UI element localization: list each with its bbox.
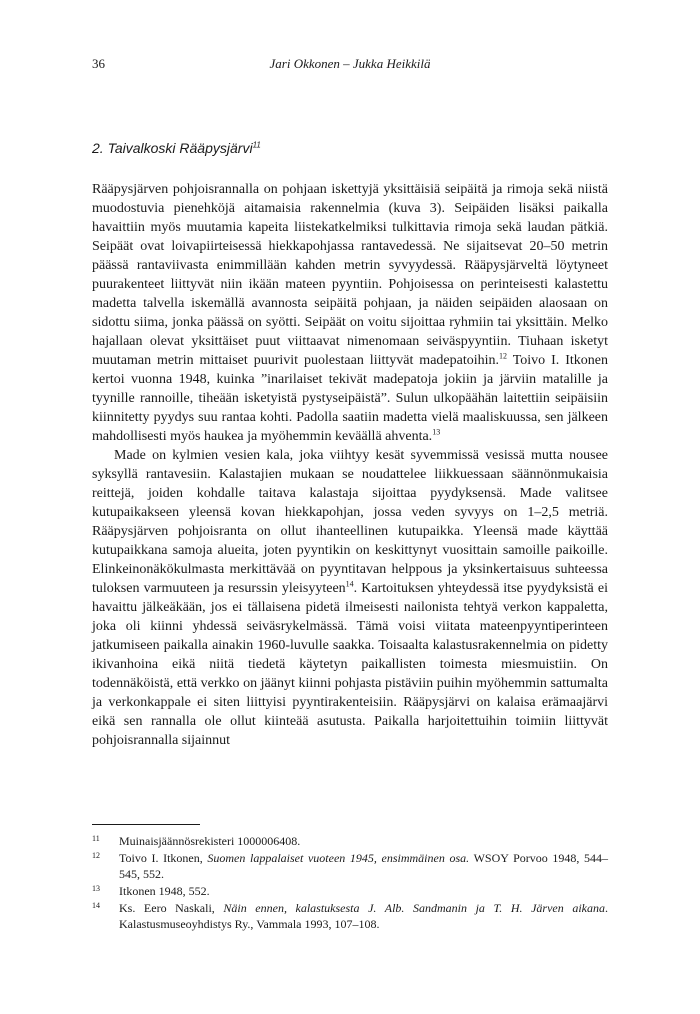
paragraph-2-text-b: . Kartoituksen yhteydessä itse pyydyksistä ei havaittu jälkeäkään, jos ei tällaisena pidetä ilmeisesti nailonista tehtyä verkon kappaletta, joka oli kiinni yhdessä seiväsrykelmässä. Tämä voisi viitata mateenpyyntiperinteen jatkumiseen paikalla ainakin 1960-luvulle saakka. Toisaalta kalastusrakennelmia on pidetty ikivanhoina eikä niitä tiedetä käytetyn paikallisten toimesta miesmuistiin. On todennäköistä, että verkko on jäänyt kiinni pohjasta pistäviin puihin myöhemmin sattumalta ja verkonkappale ei siten liittyisi pyyntirakenteisiin. Rääpysjärvi on kalaisa erämaajärvi eikä sen rannalla ole ollut kiinteää asutusta. Paikalla harjoitettuihin toimiin liittyvät pohjoisrannalla sijainnut [92, 581, 608, 748]
footnote-separator [92, 824, 200, 825]
footnote-text-pre: Ks. Eero Naskali, [119, 901, 224, 915]
body-text [92, 180, 608, 750]
footnote-number: 14 [92, 901, 100, 910]
footnote-text-post: . Kalastusmuseoyhdistys Ry., Vammala 1993, 107–108. [119, 901, 608, 931]
footnote [92, 850, 608, 882]
paragraph-1-text-b: Toivo I. Itkonen kertoi vuonna 1948, kuinka ”inarilaiset tekivät madepatoja jokiin ja järviin matalille ja tyynille rannoille, tiheään isketyistä pystyseipäistä”. Sulun ulkopäähän laitettiin seipäisiin kiinnitetty pyydys suu rantaa kohti. Padolla saatiin madetta vielä maaliskuussa, sen jälkeen mahdollisesti myös haukea ja myöhemmin keväällä ahventa. [92, 353, 609, 444]
footnote-ref-11: 11 [252, 140, 261, 150]
footnote-title: Suomen lappalaiset vuoteen 1945, ensimmäinen osa. [207, 851, 470, 865]
page-header [92, 56, 608, 74]
section-heading [92, 140, 608, 156]
paragraph-1-text-a: Rääpysjärven pohjoisrannalla on pohjaan iskettyjä yksittäisiä seipäitä ja rimoja sekä niistä muodostuvia pienehköjä aitamaisia rakennelmia (kuva 3). Seipäiden lisäksi paikalla havaittiin myös muutamia kapeita liistekatkelmiksi tulkittavia rimoja sekä laudan pätkiä. Seipäät ovat loivapiirteisessä hiekkapohjassa rantavedessä. Ne sijaitsevat 20–50 metrin päässä rantaviivasta enimmillään kahden metrin syvyydessä. Rääpysjärveltä löytyneet puurakenteet liittyvät niin ikään mateen pyyntiin. Pohjoisessa on perinteisesti kalastettu madetta talvella iskemällä avannosta seipäitä pohjaan, ja näiden seipäiden alaosaan on sidottu siima, jonka päässä on syötti. Seipäät on voitu sijoittaa ryhmiin tai yksittäin. Melko hajallaan olevat yksittäiset puut viittaavat nimenomaan seiväspyyntiin. Tiuhaan isketyt muutaman metrin mittaiset puurivit puolestaan liittyvät madepatoihin. [92, 182, 608, 368]
running-title: Jari Okkonen – Jukka Heikkilä [269, 56, 431, 71]
footnote [92, 833, 608, 849]
paragraph-1 [92, 180, 608, 446]
footnote-ref-14: 14 [345, 579, 354, 589]
footnote-ref-13: 13 [432, 427, 441, 437]
footnote-text-post: WSOY Porvoo 1948, 544–545, 552. [119, 851, 609, 881]
footnote-number: 11 [92, 834, 100, 843]
footnote-ref-12: 12 [499, 351, 508, 361]
footnote-number: 12 [92, 851, 100, 860]
paragraph-2 [92, 446, 608, 750]
page-number: 36 [92, 56, 105, 71]
footnote [92, 883, 608, 899]
footnote [92, 900, 608, 932]
footnote-text-pre: Toivo I. Itkonen, [119, 851, 208, 865]
paragraph-2-text-a: Made on kylmien vesien kala, joka viihtyy kesät syvemmissä vesissä mutta nousee syksyllä rantavesiin. Kalastajien mukaan se noudattelee liikkuessaan säännönmukaisia reittejä, joiden kohdalle taitava kalastaja sijoittaa pyydyksensä. Made valitsee kutupaikakseen yleensä kovan hiekkapohjan, jossa veden syvyys on 1–2,5 metriä. Rääpysjärven pohjoisranta on ollut ihanteellinen kutupaikka. Yleensä made käyttää kutupaikkana samoja alueita, joten pyyntikin on keskittynyt vuosittain samoille paikoille. Elinkeinonäkökulmasta merkittävää on pyyntitavan helppous ja yksinkertaisuus suhteessa tuloksen varmuuteen ja resurssin yleisyyteen [92, 448, 608, 596]
footnote-text: Muinaisjäännösrekisteri 1000006408. [119, 834, 301, 848]
footnotes [92, 833, 608, 933]
footnote-number: 13 [92, 884, 100, 893]
section-heading-text: 2. Taivalkoski Rääpysjärvi [92, 140, 253, 156]
footnote-title: Näin ennen, kalastuksesta J. Alb. Sandmanin ja T. H. Järven aikana [223, 901, 605, 915]
footnote-text: Itkonen 1948, 552. [119, 884, 210, 898]
